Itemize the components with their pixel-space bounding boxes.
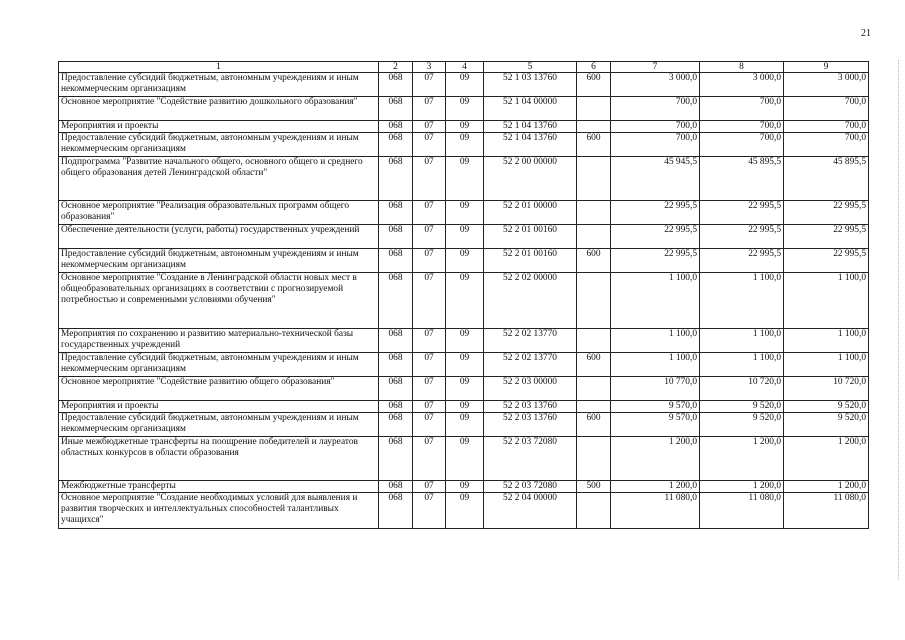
subsection-code: 09 [446,353,484,377]
expense-type-code: 500 [577,481,611,493]
table-row [59,249,869,273]
amount-year-1: 3 000,0 [611,73,700,97]
ministry-code: 068 [379,481,413,493]
amount-year-3: 3 000,0 [784,73,869,97]
ministry-code: 068 [379,437,413,481]
page-number: 21 [861,28,871,39]
target-article-code: 52 1 03 13760 [484,73,577,97]
expense-type-code [577,437,611,481]
subsection-code: 09 [446,201,484,225]
section-code: 07 [413,73,446,97]
row-name: Межбюджетные трансферты [59,481,379,493]
row-name: Иные межбюджетные трансферты на поощрение победителей и лауреатов областных конкурсов в области образования [59,437,379,481]
amount-year-1: 9 570,0 [611,401,700,413]
amount-year-1: 1 100,0 [611,329,700,353]
row-name: Предоставление субсидий бюджетным, автономным учреждениям и иным некоммерческим организациям [59,413,379,437]
subsection-code: 09 [446,133,484,157]
target-article-code: 52 2 03 00000 [484,377,577,401]
amount-year-2: 700,0 [700,133,784,157]
subsection-code: 09 [446,401,484,413]
column-header: 2 [379,62,413,73]
table-row [59,437,869,481]
amount-year-1: 9 570,0 [611,413,700,437]
expense-type-code: 600 [577,133,611,157]
row-name: Мероприятия и проекты [59,121,379,133]
table-row [59,493,869,529]
ministry-code: 068 [379,97,413,121]
amount-year-3: 10 720,0 [784,377,869,401]
amount-year-3: 45 895,5 [784,157,869,201]
expense-type-code [577,273,611,329]
amount-year-2: 11 080,0 [700,493,784,529]
expense-type-code [577,201,611,225]
expense-type-code: 600 [577,249,611,273]
amount-year-2: 9 520,0 [700,401,784,413]
amount-year-2: 700,0 [700,121,784,133]
row-name: Основное мероприятие "Реализация образовательных программ общего образования" [59,201,379,225]
amount-year-1: 22 995,5 [611,225,700,249]
column-header: 3 [413,62,446,73]
column-header: 1 [59,62,379,73]
amount-year-2: 22 995,5 [700,225,784,249]
target-article-code: 52 2 02 13770 [484,329,577,353]
ministry-code: 068 [379,377,413,401]
amount-year-2: 22 995,5 [700,249,784,273]
table-row [59,481,869,493]
amount-year-3: 1 200,0 [784,481,869,493]
subsection-code: 09 [446,97,484,121]
amount-year-1: 700,0 [611,121,700,133]
expense-type-code [577,329,611,353]
row-name: Предоставление субсидий бюджетным, автономным учреждениям и иным некоммерческим организациям [59,249,379,273]
amount-year-3: 1 100,0 [784,353,869,377]
subsection-code: 09 [446,157,484,201]
target-article-code: 52 2 02 00000 [484,273,577,329]
target-article-code: 52 2 01 00000 [484,201,577,225]
target-article-code: 52 2 01 00160 [484,249,577,273]
section-code: 07 [413,493,446,529]
target-article-code: 52 2 03 13760 [484,413,577,437]
row-name: Мероприятия и проекты [59,401,379,413]
page-edge-mark [898,60,901,580]
section-code: 07 [413,437,446,481]
column-header: 6 [577,62,611,73]
budget-table [58,61,869,529]
amount-year-1: 700,0 [611,97,700,121]
amount-year-3: 22 995,5 [784,201,869,225]
target-article-code: 52 2 03 72080 [484,481,577,493]
amount-year-2: 1 100,0 [700,273,784,329]
section-code: 07 [413,157,446,201]
section-code: 07 [413,401,446,413]
amount-year-2: 1 200,0 [700,437,784,481]
section-code: 07 [413,97,446,121]
ministry-code: 068 [379,73,413,97]
ministry-code: 068 [379,121,413,133]
table-row [59,353,869,377]
table-row [59,157,869,201]
table-row [59,97,869,121]
subsection-code: 09 [446,121,484,133]
ministry-code: 068 [379,329,413,353]
row-name: Предоставление субсидий бюджетным, автономным учреждениям и иным некоммерческим организациям [59,353,379,377]
subsection-code: 09 [446,437,484,481]
table-row [59,329,869,353]
expense-type-code [577,121,611,133]
section-code: 07 [413,481,446,493]
table-row [59,377,869,401]
amount-year-2: 1 200,0 [700,481,784,493]
amount-year-2: 45 895,5 [700,157,784,201]
section-code: 07 [413,201,446,225]
expense-type-code: 600 [577,353,611,377]
amount-year-1: 10 770,0 [611,377,700,401]
section-code: 07 [413,121,446,133]
table-row [59,73,869,97]
target-article-code: 52 1 04 00000 [484,97,577,121]
subsection-code: 09 [446,273,484,329]
ministry-code: 068 [379,249,413,273]
expense-type-code [577,493,611,529]
ministry-code: 068 [379,201,413,225]
target-article-code: 52 2 01 00160 [484,225,577,249]
expense-type-code [577,225,611,249]
subsection-code: 09 [446,377,484,401]
row-name: Мероприятия по сохранению и развитию материально-технической базы государственных учреждений [59,329,379,353]
amount-year-1: 22 995,5 [611,201,700,225]
amount-year-3: 700,0 [784,133,869,157]
table-row [59,133,869,157]
section-code: 07 [413,133,446,157]
amount-year-3: 22 995,5 [784,225,869,249]
amount-year-3: 9 520,0 [784,401,869,413]
subsection-code: 09 [446,73,484,97]
ministry-code: 068 [379,413,413,437]
subsection-code: 09 [446,413,484,437]
section-code: 07 [413,413,446,437]
target-article-code: 52 2 03 72080 [484,437,577,481]
subsection-code: 09 [446,481,484,493]
amount-year-2: 1 100,0 [700,329,784,353]
section-code: 07 [413,377,446,401]
subsection-code: 09 [446,249,484,273]
expense-type-code: 600 [577,73,611,97]
amount-year-1: 45 945,5 [611,157,700,201]
amount-year-1: 1 100,0 [611,273,700,329]
section-code: 07 [413,353,446,377]
target-article-code: 52 2 04 00000 [484,493,577,529]
row-name: Основное мероприятие "Содействие развитию общего образования" [59,377,379,401]
amount-year-2: 9 520,0 [700,413,784,437]
amount-year-1: 1 200,0 [611,437,700,481]
table-row [59,273,869,329]
amount-year-1: 22 995,5 [611,249,700,273]
ministry-code: 068 [379,273,413,329]
amount-year-1: 1 200,0 [611,481,700,493]
target-article-code: 52 2 00 00000 [484,157,577,201]
amount-year-3: 700,0 [784,97,869,121]
column-header: 9 [784,62,869,73]
section-code: 07 [413,249,446,273]
target-article-code: 52 1 04 13760 [484,121,577,133]
amount-year-1: 11 080,0 [611,493,700,529]
expense-type-code [577,377,611,401]
expense-type-code [577,97,611,121]
row-name: Предоставление субсидий бюджетным, автономным учреждениям и иным некоммерческим организациям [59,133,379,157]
ministry-code: 068 [379,225,413,249]
column-header: 5 [484,62,577,73]
row-name: Основное мероприятие "Создание в Ленинградской области новых мест в общеобразовательных организациях в соответствии с прогнозируемой потребностью и современными условиями обучения" [59,273,379,329]
expense-type-code [577,401,611,413]
expense-type-code [577,157,611,201]
table-row [59,401,869,413]
amount-year-3: 22 995,5 [784,249,869,273]
column-header: 4 [446,62,484,73]
target-article-code: 52 1 04 13760 [484,133,577,157]
subsection-code: 09 [446,225,484,249]
ministry-code: 068 [379,353,413,377]
table-row [59,201,869,225]
table-header-row [59,62,869,73]
amount-year-2: 10 720,0 [700,377,784,401]
table-row [59,413,869,437]
amount-year-1: 1 100,0 [611,353,700,377]
amount-year-2: 700,0 [700,97,784,121]
table-row [59,225,869,249]
amount-year-3: 11 080,0 [784,493,869,529]
row-name: Подпрограмма "Развитие начального общего, основного общего и среднего общего образования детей Ленинградской области" [59,157,379,201]
subsection-code: 09 [446,329,484,353]
row-name: Обеспечение деятельности (услуги, работы) государственных учреждений [59,225,379,249]
section-code: 07 [413,329,446,353]
amount-year-2: 1 100,0 [700,353,784,377]
ministry-code: 068 [379,157,413,201]
amount-year-3: 1 100,0 [784,329,869,353]
row-name: Основное мероприятие "Создание необходимых условий для выявления и развития творческих и интеллектуальных способностей талантливых учащихся" [59,493,379,529]
expense-type-code: 600 [577,413,611,437]
amount-year-3: 700,0 [784,121,869,133]
target-article-code: 52 2 03 13760 [484,401,577,413]
amount-year-3: 9 520,0 [784,413,869,437]
subsection-code: 09 [446,493,484,529]
section-code: 07 [413,273,446,329]
amount-year-1: 700,0 [611,133,700,157]
ministry-code: 068 [379,401,413,413]
amount-year-2: 22 995,5 [700,201,784,225]
table-row [59,121,869,133]
row-name: Предоставление субсидий бюджетным, автономным учреждениям и иным некоммерческим организациям [59,73,379,97]
ministry-code: 068 [379,133,413,157]
target-article-code: 52 2 02 13770 [484,353,577,377]
ministry-code: 068 [379,493,413,529]
row-name: Основное мероприятие "Содействие развитию дошкольного образования" [59,97,379,121]
section-code: 07 [413,225,446,249]
column-header: 7 [611,62,700,73]
amount-year-2: 3 000,0 [700,73,784,97]
column-header: 8 [700,62,784,73]
amount-year-3: 1 200,0 [784,437,869,481]
amount-year-3: 1 100,0 [784,273,869,329]
